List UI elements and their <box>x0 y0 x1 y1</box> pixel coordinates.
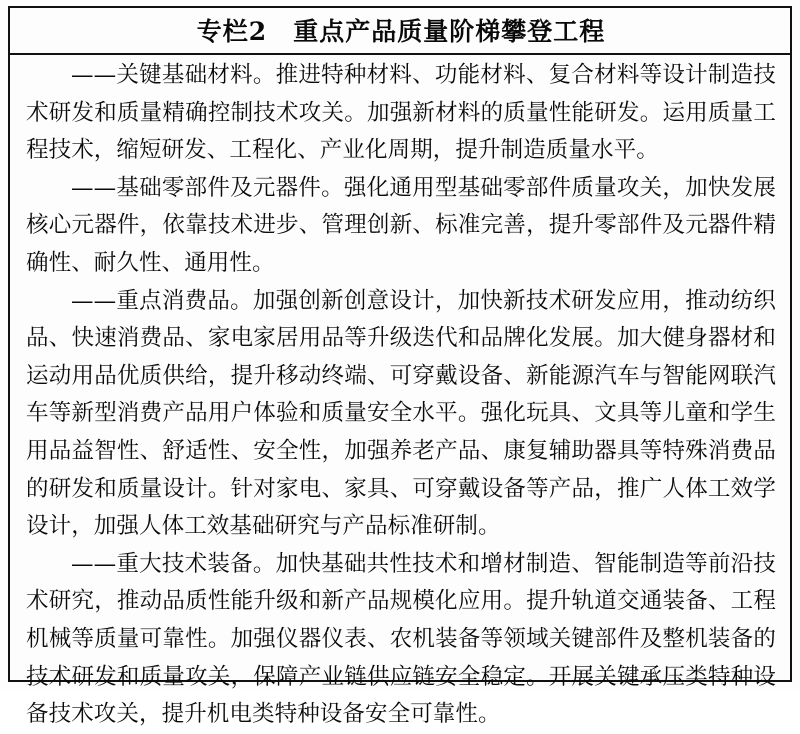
callout-box <box>8 6 792 728</box>
paragraph: ——重点消费品。加强创新创意设计，加快新技术研发应用，推动纺织品、快速消费品、家电家居用品等升级迭代和品牌化发展。加大健身器材和运动用品优质供给，提升移动终端、可穿戴设备、新能源汽车与智能网联汽车等新型消费产品用户体验和质量安全水平。强化玩具、文具等儿童和学生用品益智性、舒适性、安全性，加强养老产品、康复辅助器具等特殊消费品的研发和质量设计。针对家电、家具、可穿戴设备等产品，推广人体工效学设计，加强人体工效基础研究与产品标准研制。 <box>26 287 776 540</box>
callout-body <box>26 55 776 734</box>
paragraph: ——关键基础材料。推进特种材料、功能材料、复合材料等设计制造技术研发和质量精确控制技术攻关。加强新材料的质量性能研发。运用质量工程技术，缩短研发、工程化、产业化周期，提升制造质量水平。 <box>26 62 776 164</box>
callout-title: 专栏2 重点产品质量阶梯攀登工程 <box>196 17 606 46</box>
paragraph: ——重大技术装备。加快基础共性技术和增材制造、智能制造等前沿技术研究，推动品质性能升级和新产品规模化应用。提升轨道交通装备、工程机械等质量可靠性。加强仪器仪表、农机装备等领域关键部件及整机装备的技术研发和质量攻关，保障产业链供应链安全稳定。开展关键承压类特种设备技术攻关，提升机电类特种设备安全可靠性。 <box>26 550 776 728</box>
paragraph: ——基础零部件及元器件。强化通用型基础零部件质量攻关，加快发展核心元器件，依靠技术进步、管理创新、标准完善，提升零部件及元器件精确性、耐久性、通用性。 <box>26 174 776 276</box>
callout-box-inner <box>10 8 790 728</box>
